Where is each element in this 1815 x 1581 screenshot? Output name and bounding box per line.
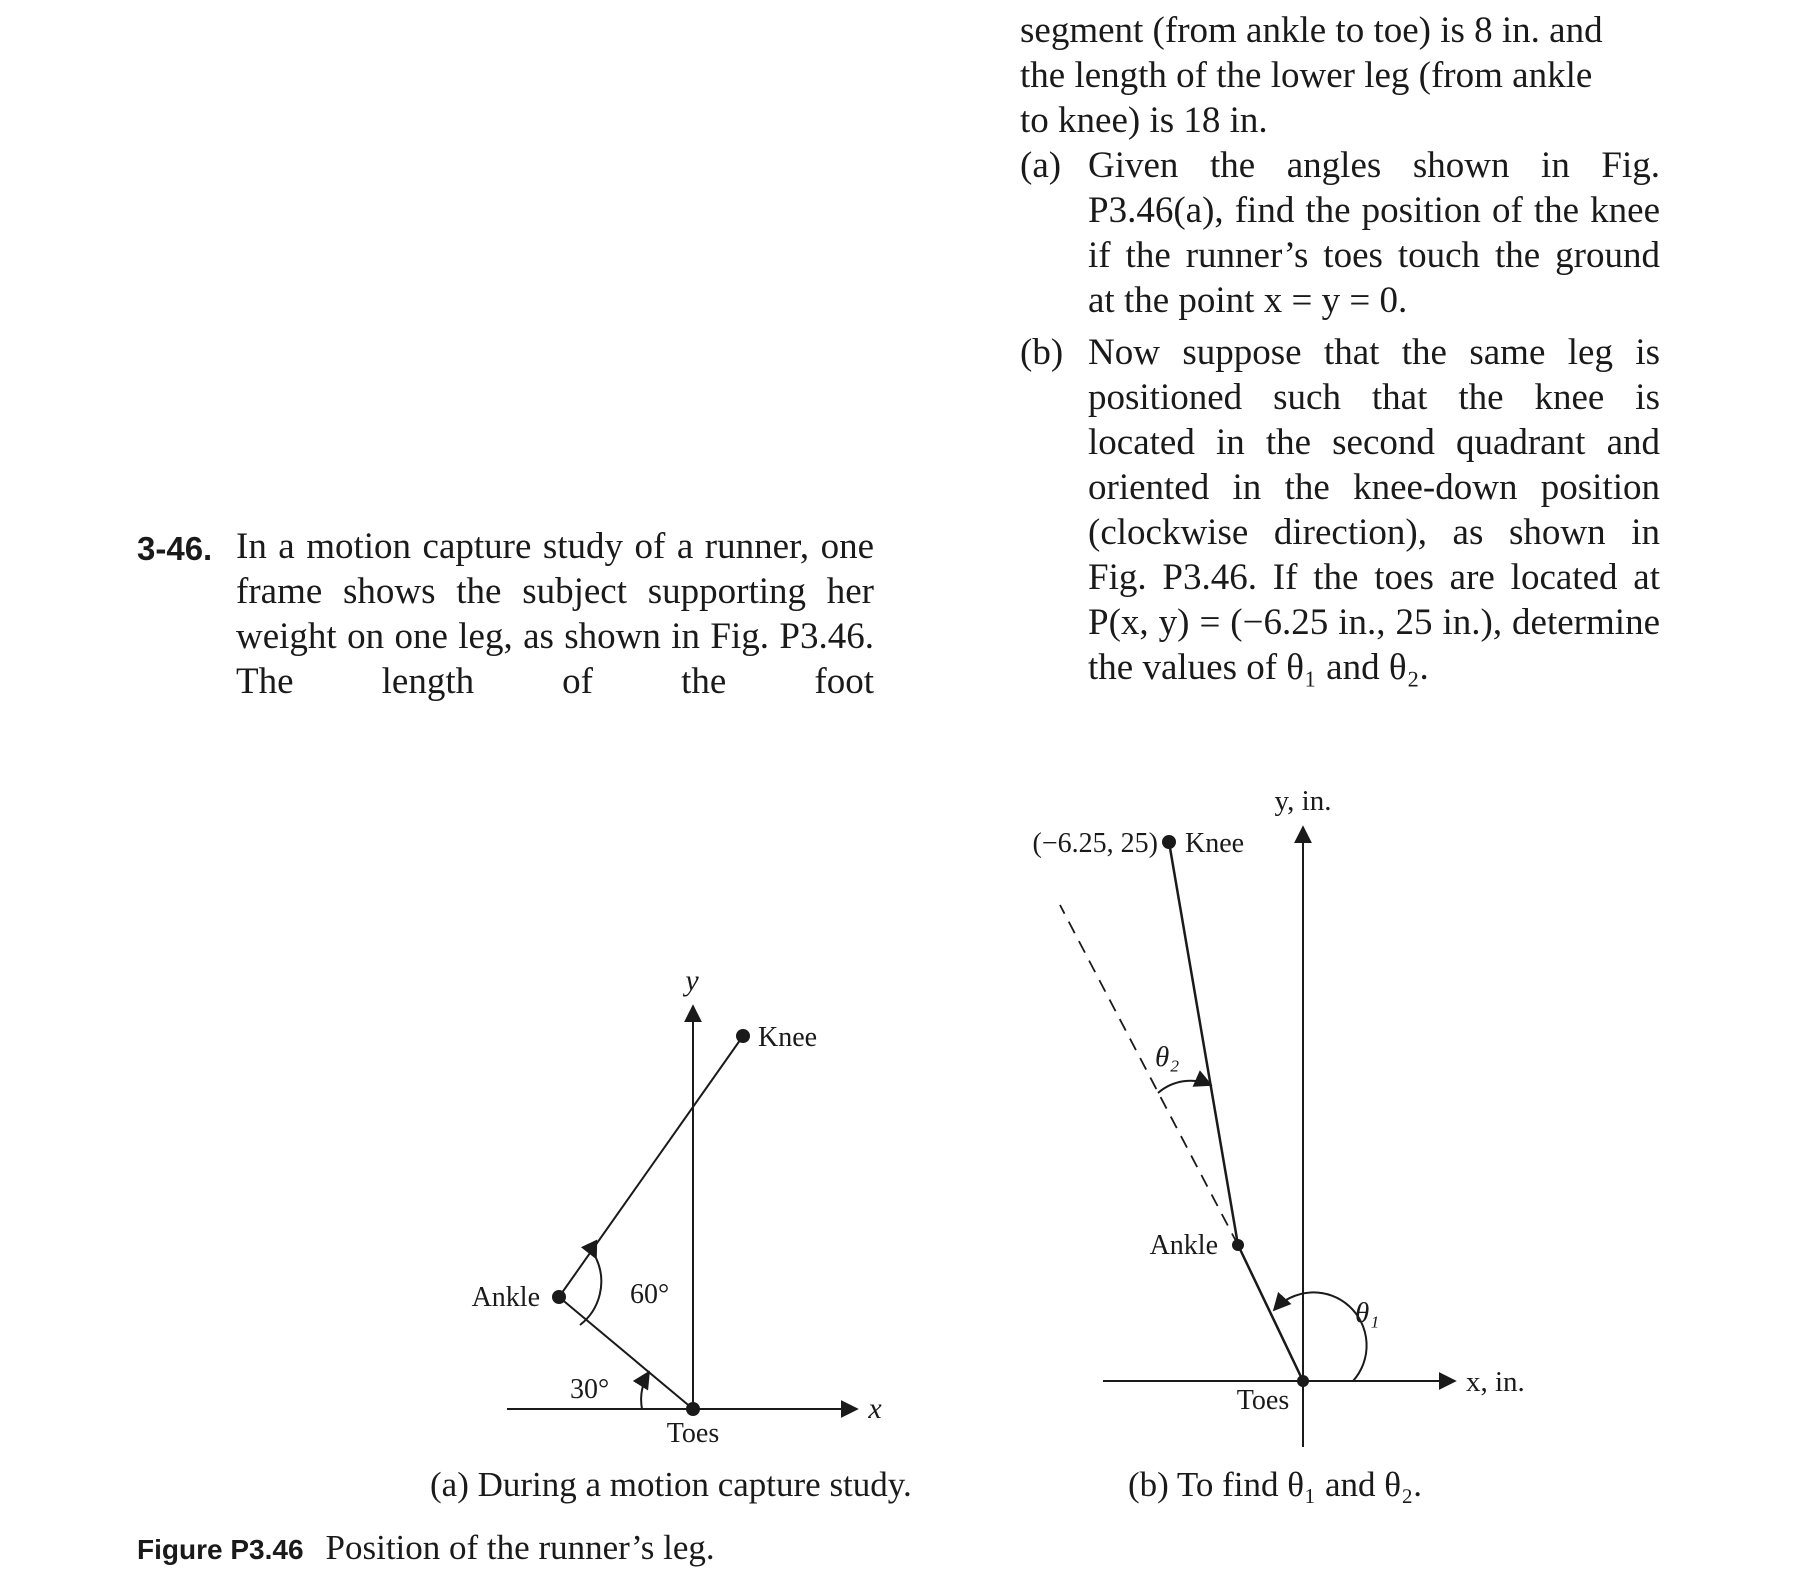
x-axis-label-b: x, in.	[1466, 1366, 1525, 1398]
angle-30-label: 30°	[570, 1374, 610, 1405]
problem-text: In a motion capture study of a runner, one frame shows the subject supporting her weight on one leg, as shown in Fig. P3.46. The length of the foot	[236, 526, 874, 702]
foot-extension-dashed	[1060, 905, 1238, 1245]
knee-label-b: Knee	[1185, 828, 1245, 859]
y-axis-label-a: y	[685, 964, 699, 997]
toes-label-a: Toes	[666, 1418, 720, 1449]
lower-leg-segment-b	[1169, 842, 1238, 1245]
y-axis-label-b: y, in.	[1274, 785, 1332, 817]
continued-line-1: segment (from ankle to toe) is 8 in. and	[1020, 10, 1603, 51]
part-a-text: Given the angles shown in Fig. P3.46(a), find the position of the knee if the runner’s toes touch the ground at the point x = y = 0.	[1088, 145, 1660, 321]
theta2-label: θ₂	[1155, 1041, 1180, 1073]
foot-segment-b	[1238, 1245, 1303, 1381]
caption-b: (b) To find θ₁ and θ₂.	[1128, 1465, 1422, 1504]
figure-caption-label: Figure P3.46	[137, 1534, 304, 1565]
knee-point-b	[1162, 835, 1176, 849]
ankle-label-a: Ankle	[471, 1282, 540, 1313]
toes-label-b: Toes	[1236, 1385, 1290, 1416]
theta1-arc	[1274, 1292, 1367, 1381]
figure-caption	[137, 1528, 715, 1568]
knee-point-a	[736, 1029, 750, 1043]
continued-line-2: the length of the lower leg (from ankle	[1020, 55, 1593, 96]
angle-60-label: 60°	[630, 1279, 670, 1310]
ankle-point-a	[552, 1290, 566, 1304]
ankle-point-b	[1232, 1239, 1244, 1251]
part-b-label: (b)	[1020, 332, 1064, 373]
knee-coordinate-label: (−6.25, 25)	[1032, 828, 1158, 859]
ankle-label-b: Ankle	[1149, 1230, 1218, 1261]
angle-30-arc	[641, 1372, 649, 1409]
figure-a	[507, 1006, 857, 1409]
toes-point-b	[1297, 1375, 1309, 1387]
toes-point-a	[686, 1402, 700, 1416]
caption-a: (a) During a motion capture study.	[430, 1465, 912, 1504]
continued-line-3: to knee) is 18 in.	[1020, 100, 1268, 141]
figure-caption-text: Position of the runner’s leg.	[325, 1528, 715, 1567]
figure-b	[1060, 827, 1455, 1447]
angle-60-arc	[580, 1258, 601, 1325]
x-axis-label-a: x	[868, 1392, 882, 1425]
part-b-text: Now suppose that the same leg is positioned such that the knee is located in the second quadrant and oriented in the knee-down position (clockwise direction), as shown in Fig. P3.46. If the toes are located at P(x, y) = (−6.25 in., 25 in.), determine the values of θ₁ and θ₂.	[1088, 332, 1660, 688]
part-a-label: (a)	[1020, 145, 1062, 186]
theta1-label: θ₁	[1355, 1297, 1380, 1329]
problem-number: 3-46.	[137, 530, 213, 567]
theta2-arc	[1158, 1081, 1211, 1093]
lower-leg-segment-a	[559, 1036, 743, 1297]
knee-label-a: Knee	[758, 1022, 818, 1053]
